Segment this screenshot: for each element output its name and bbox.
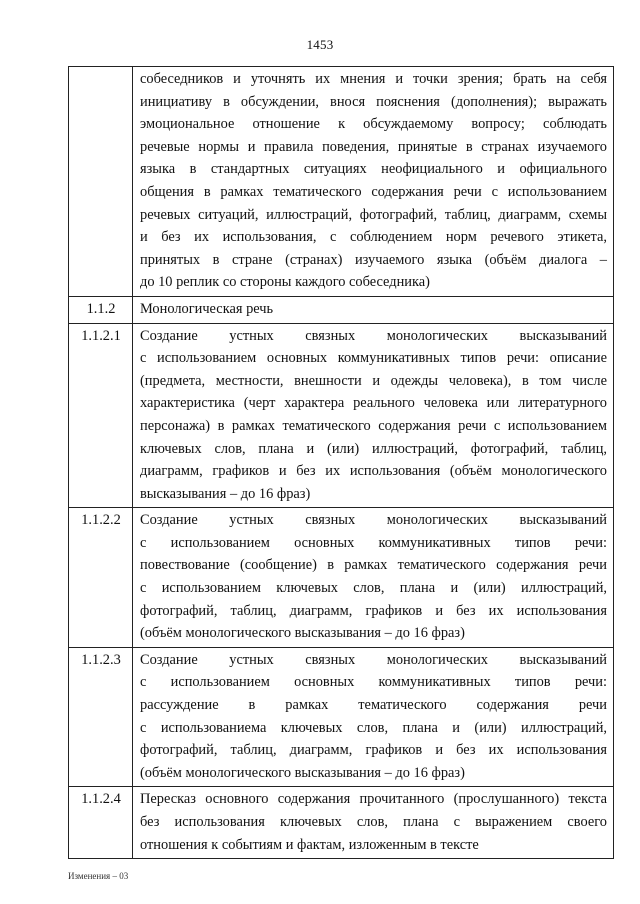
table-row (69, 323, 614, 508)
text-line: общения в рамках тематического содержания речи с использованием (140, 183, 607, 200)
text-line: рассуждение в рамках тематического содержания речи (140, 697, 607, 714)
text-line: Пересказ основного содержания прочитанного (прослушанного) текста (140, 791, 607, 808)
table-row (69, 67, 614, 297)
text-line: с использованием ключевых слов, плана и (или) иллюстраций, (140, 580, 607, 597)
row-text-cell (133, 296, 614, 323)
row-number-cell (69, 67, 133, 297)
text-line: диаграмм, графиков и без их использования (объём монологического (140, 463, 607, 480)
text-line: отношения к событиям и фактам, изложенным в тексте (140, 836, 479, 853)
row-number-cell: 1.1.2.1 (69, 323, 133, 508)
row-number-cell: 1.1.2.4 (69, 787, 133, 859)
row-text-cell (133, 787, 614, 859)
row-text-cell (133, 67, 614, 297)
page-number: 1453 (306, 37, 334, 52)
text-line: принятых в стране (странах) изучаемого языка (объём диалога – (140, 251, 607, 268)
text-line: высказывания – до 16 фраз) (140, 485, 311, 502)
text-line: речевые нормы и правила поведения, принятые в странах изучаемого (140, 138, 607, 155)
text-line: (объём монологического высказывания – до 16 фраз) (140, 764, 465, 781)
text-line: Создание устных связных монологических высказываний (140, 651, 607, 668)
text-line: Создание устных связных монологических высказываний (140, 512, 607, 529)
content-table (68, 66, 614, 859)
text-line: характеристика (черт характера реального человека или литературного (140, 395, 607, 412)
text-line: и без их использования, с соблюдением норм речевого этикета, (140, 229, 607, 246)
table-row (69, 787, 614, 859)
text-line: повествование (сообщение) в рамках тематического содержания речи (140, 557, 607, 574)
row-number-cell: 1.1.2.2 (69, 508, 133, 648)
row-text-cell (133, 323, 614, 508)
text-line: с использованием основных коммуникативных типов речи: (140, 674, 607, 691)
text-line: с использованием основных коммуникативных типов речи: описание (140, 350, 607, 367)
row-text-cell (133, 647, 614, 787)
row-number-cell: 1.1.2 (69, 296, 133, 323)
text-line: языка в стандартных ситуациях неофициального и официального (140, 161, 607, 178)
text-line: Создание устных связных монологических высказываний (140, 327, 607, 344)
content-table-body (69, 67, 614, 859)
text-line: инициативу в обсуждении, внося пояснения (дополнения); выражать (140, 93, 607, 110)
text-line: эмоциональное отношение к обсуждаемому вопросу; соблюдать (140, 116, 607, 133)
row-number-cell: 1.1.2.3 (69, 647, 133, 787)
text-line: с использованиема ключевых слов, плана и (или) иллюстраций, (140, 719, 607, 736)
table-row (69, 508, 614, 648)
text-line: фотографий, таблиц, диаграмм, графиков и без их использования (140, 742, 607, 759)
table-row (69, 647, 614, 787)
row-text-cell (133, 508, 614, 648)
text-line: (объём монологического высказывания – до 16 фраз) (140, 625, 465, 642)
text-line: Монологическая речь (140, 300, 274, 317)
text-line: (предмета, местности, внешности и одежды человека), в том числе (140, 372, 607, 389)
text-line: персонажа) в рамках тематического содержания речи с использованием (140, 417, 607, 434)
table-row (69, 296, 614, 323)
text-line: фотографий, таблиц, диаграмм, графиков и без их использования (140, 602, 607, 619)
text-line: до 10 реплик со стороны каждого собеседника) (140, 274, 430, 291)
text-line: без использования ключевых слов, плана с выражением своего (140, 814, 607, 830)
footer-note: Изменения – 03 (68, 871, 129, 881)
text-line: речевых ситуаций, иллюстраций, фотографий, таблиц, диаграмм, схемы (140, 206, 607, 223)
text-line: собеседников и уточнять их мнения и точки зрения; брать на себя (140, 71, 607, 87)
text-line: с использованием основных коммуникативных типов речи: (140, 534, 607, 551)
text-line: ключевых слов, плана и (или) иллюстраций, фотографий, таблиц, (140, 440, 607, 457)
